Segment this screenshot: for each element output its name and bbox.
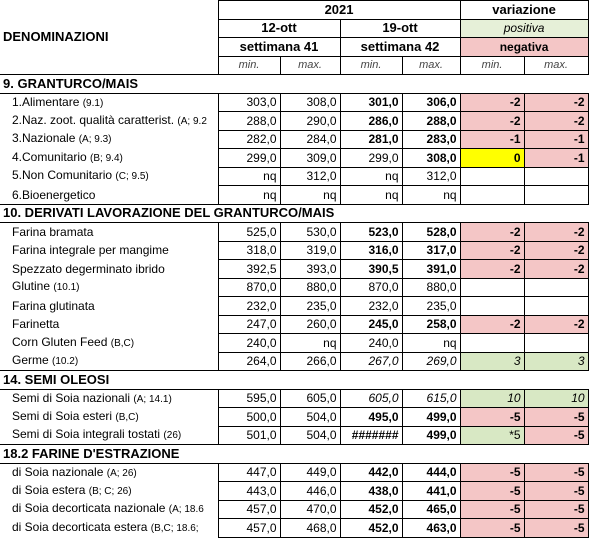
price-min-wk41: nq	[218, 186, 280, 205]
row-code: (B,C; 18.6;	[150, 522, 199, 534]
table-row	[0, 241, 588, 260]
row-label	[0, 315, 218, 334]
price-max-wk41: 266,0	[280, 352, 340, 371]
table-row	[0, 260, 588, 279]
variation-max: -2	[524, 315, 588, 334]
row-code: (A; 14.1)	[133, 393, 172, 405]
row-label	[0, 352, 218, 371]
price-min-wk42: nq	[340, 167, 402, 186]
variation-min: -5	[460, 408, 524, 427]
min-header: min.	[460, 56, 524, 75]
row-label-text: Spezzato degerminato ibrido	[12, 261, 165, 276]
variation-max	[524, 167, 588, 186]
price-min-wk42: 495,0	[340, 408, 402, 427]
price-min-wk41: 457,0	[218, 500, 280, 519]
row-code: (C; 9.5)	[115, 171, 149, 183]
row-label-text: di Soia estera	[12, 482, 86, 497]
table-row	[0, 149, 588, 168]
section-header-row	[0, 75, 588, 94]
price-max-wk41: 504,0	[280, 426, 340, 445]
price-max-wk41: 319,0	[280, 241, 340, 260]
max-header: max.	[402, 56, 460, 75]
row-label-text: 6.Bioenergetico	[12, 187, 96, 202]
row-label	[0, 112, 218, 131]
row-code: (9.1)	[82, 97, 104, 109]
variation-min: -2	[460, 241, 524, 260]
row-label	[0, 389, 218, 408]
row-label	[0, 149, 218, 168]
row-label-text: di Soia decorticata estera	[12, 519, 148, 534]
price-min-wk41: 240,0	[218, 334, 280, 353]
table-row	[0, 426, 588, 445]
price-max-wk42: nq	[402, 186, 460, 205]
row-label-text: Farina bramata	[12, 225, 94, 239]
price-min-wk42: 316,0	[340, 241, 402, 260]
variation-max	[524, 186, 588, 205]
variation-min: -2	[460, 223, 524, 242]
date-header-1: 12-ott	[218, 19, 340, 38]
row-code: (A; 18.6	[168, 504, 204, 516]
price-max-wk42: 306,0	[402, 93, 460, 112]
row-label	[0, 463, 218, 482]
row-label-text: 2.Naz. zoot. qualità caratterist.	[12, 112, 175, 127]
price-min-wk41: 870,0	[218, 278, 280, 297]
row-label	[0, 278, 218, 297]
row-label	[0, 223, 218, 242]
variation-max: -2	[524, 241, 588, 260]
price-min-wk41: 299,0	[218, 149, 280, 168]
row-label	[0, 241, 218, 260]
row-label-text: 3.Nazionale	[12, 131, 76, 146]
table-row	[0, 482, 588, 501]
price-min-wk42: 438,0	[340, 482, 402, 501]
table-row	[0, 186, 588, 205]
table-row	[0, 519, 588, 538]
variation-min: -2	[460, 315, 524, 334]
variation-min: -2	[460, 112, 524, 131]
max-header: max.	[524, 56, 588, 75]
section-title: 18.2 FARINE D'ESTRAZIONE	[0, 445, 588, 464]
price-min-wk42: 281,0	[340, 130, 402, 149]
row-label-text: Semi di Soia integrali tostati	[12, 427, 161, 441]
row-label-text: Semi di Soia nazionali	[12, 390, 131, 405]
price-max-wk42: 499,0	[402, 408, 460, 427]
section-title: 14. SEMI OLEOSI	[0, 371, 588, 390]
price-min-wk42: 605,0	[340, 389, 402, 408]
price-max-wk41: 446,0	[280, 482, 340, 501]
price-min-wk41: 443,0	[218, 482, 280, 501]
price-max-wk42: 288,0	[402, 112, 460, 131]
price-max-wk41: 880,0	[280, 278, 340, 297]
row-label-text: Farina integrale per mangime	[12, 243, 169, 258]
row-label-text: di Soia decorticata nazionale	[12, 501, 166, 516]
variation-max: -2	[524, 93, 588, 112]
price-min-wk42: 452,0	[340, 519, 402, 538]
price-max-wk41: nq	[280, 186, 340, 205]
row-label-text: Glutine	[12, 279, 51, 294]
variation-max: -1	[524, 149, 588, 168]
price-max-wk42: 465,0	[402, 500, 460, 519]
negativa-legend: negativa	[460, 38, 588, 57]
variation-min: 10	[460, 389, 524, 408]
row-code: (10.2)	[52, 356, 79, 367]
price-min-wk42: 390,5	[340, 260, 402, 279]
variation-max: -5	[524, 500, 588, 519]
row-label-text: 5.Non Comunitario	[12, 168, 113, 183]
row-label-text: Farina glutinata	[12, 298, 95, 313]
row-label-text: Farinetta	[12, 317, 60, 332]
section-header-row	[0, 204, 588, 223]
price-min-wk42: 299,0	[340, 149, 402, 168]
price-max-wk42: 880,0	[402, 278, 460, 297]
variation-min: 3	[460, 352, 524, 371]
variation-min	[460, 278, 524, 297]
table-row	[0, 297, 588, 316]
price-max-wk42: 615,0	[402, 389, 460, 408]
min-header: min.	[218, 56, 280, 75]
variation-min: -5	[460, 519, 524, 538]
price-max-wk41: 530,0	[280, 223, 340, 242]
week-header-1: settimana 41	[218, 38, 340, 57]
price-min-wk41: 500,0	[218, 408, 280, 427]
table-row	[0, 223, 588, 242]
price-min-wk41: 264,0	[218, 352, 280, 371]
price-min-wk41: 447,0	[218, 463, 280, 482]
variation-max: -5	[524, 482, 588, 501]
variation-max: -2	[524, 260, 588, 279]
table-row	[0, 389, 588, 408]
row-label-text: Corn Gluten Feed	[12, 334, 108, 349]
variation-max: -2	[524, 112, 588, 131]
row-label	[0, 93, 218, 112]
variation-max: -5	[524, 408, 588, 427]
variation-min: -5	[460, 482, 524, 501]
price-min-wk42: 523,0	[340, 223, 402, 242]
price-min-wk41: 392,5	[218, 260, 280, 279]
row-code: (A; 9.3)	[78, 134, 112, 146]
row-label	[0, 519, 218, 538]
price-min-wk42: 267,0	[340, 352, 402, 371]
variation-min: -5	[460, 500, 524, 519]
price-max-wk41: nq	[280, 334, 340, 353]
price-min-wk42: 240,0	[340, 334, 402, 353]
price-max-wk42: 444,0	[402, 463, 460, 482]
table-row	[0, 315, 588, 334]
variation-min: -2	[460, 93, 524, 112]
variation-min: *5	[460, 426, 524, 445]
price-min-wk41: nq	[218, 167, 280, 186]
price-max-wk41: 605,0	[280, 389, 340, 408]
table-row	[0, 352, 588, 371]
price-max-wk42: 317,0	[402, 241, 460, 260]
price-max-wk41: 284,0	[280, 130, 340, 149]
row-code: (B; 9.4)	[90, 152, 123, 164]
price-max-wk41: 504,0	[280, 408, 340, 427]
price-min-wk41: 303,0	[218, 93, 280, 112]
row-code: (10.1)	[53, 282, 80, 294]
row-label-text: Germe	[12, 353, 49, 367]
row-label	[0, 408, 218, 427]
row-label-text: Semi di Soia esteri	[12, 408, 113, 423]
variation-max	[524, 278, 588, 297]
price-max-wk42: 235,0	[402, 297, 460, 316]
row-code: (B,C)	[115, 411, 139, 423]
price-max-wk42: 312,0	[402, 167, 460, 186]
variation-min: -5	[460, 463, 524, 482]
row-label	[0, 297, 218, 316]
row-code: (26)	[163, 430, 182, 441]
positiva-legend: positiva	[460, 19, 588, 38]
variation-max: -2	[524, 223, 588, 242]
price-min-wk41: 282,0	[218, 130, 280, 149]
price-max-wk42: 258,0	[402, 315, 460, 334]
row-label	[0, 260, 218, 279]
price-min-wk42: 286,0	[340, 112, 402, 131]
row-code: (B,C)	[110, 337, 135, 349]
price-max-wk42: 283,0	[402, 130, 460, 149]
price-max-wk41: 449,0	[280, 463, 340, 482]
price-min-wk41: 288,0	[218, 112, 280, 131]
section-header-row	[0, 445, 588, 464]
variation-min	[460, 186, 524, 205]
date-header-2: 19-ott	[340, 19, 460, 38]
price-max-wk41: 260,0	[280, 315, 340, 334]
price-max-wk41: 308,0	[280, 93, 340, 112]
price-min-wk42: 232,0	[340, 297, 402, 316]
price-max-wk41: 235,0	[280, 297, 340, 316]
table-row	[0, 112, 588, 131]
price-min-wk42: 870,0	[340, 278, 402, 297]
row-label	[0, 482, 218, 501]
price-min-wk42: 442,0	[340, 463, 402, 482]
table-row	[0, 93, 588, 112]
variation-max: 10	[524, 389, 588, 408]
variation-max	[524, 297, 588, 316]
row-code: (A; 9.2	[177, 115, 207, 127]
price-min-wk41: 457,0	[218, 519, 280, 538]
row-label	[0, 167, 218, 186]
row-label	[0, 130, 218, 149]
variation-max: -5	[524, 426, 588, 445]
price-max-wk42: 308,0	[402, 149, 460, 168]
section-header-row	[0, 371, 588, 390]
max-header: max.	[280, 56, 340, 75]
price-max-wk42: 528,0	[402, 223, 460, 242]
row-label	[0, 500, 218, 519]
price-min-wk41: 595,0	[218, 389, 280, 408]
price-min-wk42: 301,0	[340, 93, 402, 112]
table-row	[0, 334, 588, 353]
price-max-wk42: nq	[402, 334, 460, 353]
row-label	[0, 334, 218, 353]
table-row	[0, 130, 588, 149]
section-title: 9. GRANTURCO/MAIS	[0, 75, 588, 94]
price-max-wk41: 470,0	[280, 500, 340, 519]
price-max-wk41: 309,0	[280, 149, 340, 168]
variation-min: -2	[460, 260, 524, 279]
table-body	[0, 75, 588, 538]
price-min-wk42: #######	[340, 426, 402, 445]
table-row	[0, 463, 588, 482]
price-max-wk41: 312,0	[280, 167, 340, 186]
row-code: (A; 26)	[106, 467, 137, 479]
min-header: min.	[340, 56, 402, 75]
variation-max: -5	[524, 463, 588, 482]
price-max-wk42: 441,0	[402, 482, 460, 501]
variation-max: -5	[524, 519, 588, 538]
section-title: 10. DERIVATI LAVORAZIONE DEL GRANTURCO/MAIS	[0, 204, 588, 223]
price-max-wk42: 269,0	[402, 352, 460, 371]
row-label	[0, 426, 218, 445]
variation-min	[460, 334, 524, 353]
variation-max	[524, 334, 588, 353]
table-row	[0, 278, 588, 297]
price-max-wk41: 468,0	[280, 519, 340, 538]
row-label-text: 1.Alimentare	[12, 94, 80, 109]
price-min-wk42: nq	[340, 186, 402, 205]
row-code: (B; C; 26)	[88, 485, 132, 497]
price-max-wk41: 393,0	[280, 260, 340, 279]
table-row	[0, 408, 588, 427]
variation-min: -1	[460, 130, 524, 149]
price-min-wk41: 525,0	[218, 223, 280, 242]
variation-max: -1	[524, 130, 588, 149]
price-max-wk41: 290,0	[280, 112, 340, 131]
variation-min: 0	[460, 149, 524, 168]
row-label-text: di Soia nazionale	[12, 464, 104, 479]
price-max-wk42: 391,0	[402, 260, 460, 279]
price-min-wk42: 452,0	[340, 500, 402, 519]
table-row	[0, 500, 588, 519]
row-label-text: 4.Comunitario	[12, 149, 87, 164]
price-max-wk42: 463,0	[402, 519, 460, 538]
price-min-wk42: 245,0	[340, 315, 402, 334]
week-header-2: settimana 42	[340, 38, 460, 57]
price-min-wk41: 501,0	[218, 426, 280, 445]
denominazioni-header: DENOMINAZIONI	[0, 1, 218, 75]
price-min-wk41: 318,0	[218, 241, 280, 260]
year-header: 2021	[218, 1, 460, 20]
price-max-wk42: 499,0	[402, 426, 460, 445]
row-label	[0, 186, 218, 205]
variazione-header: variazione	[460, 1, 588, 20]
variation-max: 3	[524, 352, 588, 371]
price-min-wk41: 232,0	[218, 297, 280, 316]
variation-min	[460, 167, 524, 186]
price-min-wk41: 247,0	[218, 315, 280, 334]
variation-min	[460, 297, 524, 316]
table-row	[0, 167, 588, 186]
